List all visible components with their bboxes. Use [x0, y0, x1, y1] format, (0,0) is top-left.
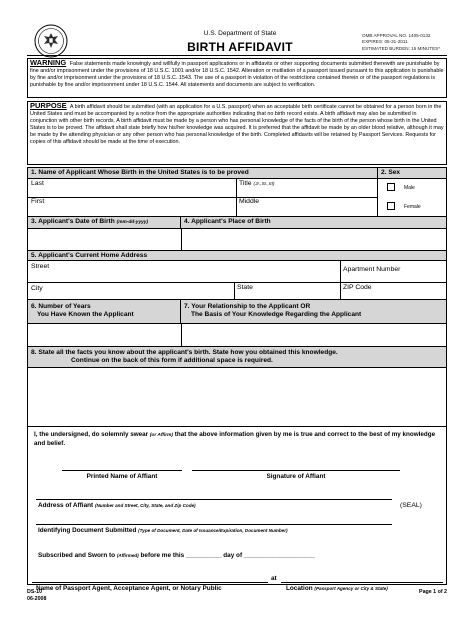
section-8-header: [28, 347, 446, 368]
date-format-hint: (mm-dd-yyyy): [116, 220, 149, 225]
facts-continue-label: Continue on the back of this form if additional space is required.: [71, 357, 273, 364]
location-label: [286, 585, 388, 592]
divider: [236, 179, 237, 217]
form-title: BIRTH AFFIDAVIT: [187, 40, 293, 54]
date-of-birth-label: 3. Applicant's Date of Birth: [31, 218, 115, 225]
header-divider: [27, 55, 447, 56]
section-3-header: [28, 217, 181, 229]
title-hint: (Jr.,Sr.,III): [253, 182, 275, 187]
male-checkbox[interactable]: [387, 183, 395, 191]
divider: [234, 282, 235, 299]
id-document-hint: (Type of Document, Date of Issuance/Expiration, Document Number): [138, 528, 288, 533]
sworn-mid: before me this __________ day of ____________________: [140, 552, 315, 559]
address-line[interactable]: [36, 499, 392, 500]
signature-line[interactable]: [192, 470, 400, 471]
section-2-header: 2. Sex: [377, 168, 446, 179]
omb-line: EXPIRES: 05-31-2011: [362, 39, 408, 45]
warning-box: [27, 58, 447, 98]
state-label: State: [237, 284, 253, 291]
first-name-label: First: [31, 198, 45, 205]
divider: [28, 197, 377, 198]
printed-name-line[interactable]: [62, 470, 182, 471]
sworn-pre: Subscribed and Sworn to: [38, 552, 116, 559]
years-known-field[interactable]: [29, 325, 180, 345]
divider: [28, 426, 446, 427]
oath-affirm: (or Affirm): [149, 433, 174, 438]
female-checkbox[interactable]: [387, 202, 395, 210]
purpose-text: A birth affidavit should be submitted (with an application for a U.S. passport) when an acceptable birth certificate cannot be obtained for a person born in the United States and must be accompanied by a notice from the appropriate authorities indicating that no birth record exists. A birth affidavit may also be submitted in conjunction with other birth records. A birth affidavit must be made by a person who has personal knowledge of the facts of the birth of the person whose birth in the United States is to be proved. The affidavit shall state briefly how his/her knowledge was acquired. It is preferred that the affidavit be made by an older blood relative, although it may be made by the attending physician or any other person who has personal knowledge of the birth. Completed affidavits will be retained by Passport Services. Requests for copies of this affidavit should be made at the time of execution.: [30, 104, 444, 145]
divider: [377, 179, 378, 217]
id-document-label: [38, 527, 288, 534]
form-date: 06-2008: [27, 596, 47, 602]
warning-text: False statements made knowingly and willfully in passport applications or in affidavits or other supporting documents submitted therewith are punishable by fine and/or imprisonment under the provisions of 18 U.S.C. 1001 and/or 18 U.S.C. 1542. Alteration or mutilation of a passport issued pursuant to this application is punishable by fine and/or imprisonment under the provisions of 18 U.S.C. 1543. The use of a passport in violation of the restrictions contained therein or of the passport regulations is punishable by fine and/or imprisonment under 18 U.S.C. 1544. All statements and documents are subject to verification.: [30, 61, 444, 88]
purpose-box: [27, 101, 447, 165]
female-label: Female: [404, 204, 421, 210]
department-name: U.S. Department of State: [203, 30, 277, 37]
oath-statement: [34, 431, 442, 448]
divider: [181, 229, 182, 250]
sworn-affirmed: (Affirmed): [116, 553, 139, 558]
years-known-label: 6. Number of Years: [31, 303, 91, 310]
state-department-seal-icon: [34, 24, 68, 58]
location-line[interactable]: [281, 582, 443, 583]
omb-line: OMB APPROVAL NO. 1405-0132: [362, 33, 431, 38]
page-number: Page 1 of 2: [419, 589, 447, 595]
oath-post: that the above information given by me is true and correct to the best of my knowledge and belief.: [34, 431, 436, 447]
address-text: Address of Affiant: [38, 502, 94, 509]
facts-textarea[interactable]: [29, 369, 445, 425]
section-1-header: 1. Name of Applicant Whose Birth in the United States is to be proved: [28, 168, 377, 179]
seal-label: (SEAL): [400, 502, 422, 509]
address-hint: (Number and Street, City, State, and Zip Code): [94, 503, 196, 508]
divider: [28, 282, 446, 283]
street-label: Street: [31, 263, 50, 270]
sworn-statement: [38, 552, 315, 559]
section-6-header: [28, 300, 181, 324]
section-5-header: 5. Applicant's Current Home Address: [28, 251, 446, 261]
title-text: Title: [239, 180, 252, 187]
city-label: City: [31, 285, 43, 292]
zip-label: ZIP Code: [343, 284, 372, 291]
middle-name-label: Middle: [239, 198, 260, 205]
oath-pre: I, the undersigned, do solemnly swear: [34, 431, 149, 438]
agent-label: Name of Passport Agent, Acceptance Agent, or Notary Public: [36, 585, 222, 592]
signature-label: Signature of Affiant: [266, 473, 326, 480]
printed-name-label: Printed Name of Affiant: [86, 473, 158, 480]
form-code: DS-10: [27, 589, 43, 595]
id-document-line[interactable]: [36, 524, 392, 525]
address-label: [38, 502, 196, 509]
last-name-label: Last: [31, 180, 44, 187]
section-7-header: [181, 300, 446, 324]
title-label: [239, 180, 274, 187]
relationship-label-2: The Basis of Your Knowledge Regarding the Applicant: [191, 311, 362, 318]
place-of-birth-field[interactable]: [183, 230, 445, 249]
divider: [340, 261, 341, 299]
purpose-lead: PURPOSE: [30, 101, 67, 110]
facts-label: 8. State all the facts you know about the applicant's birth. State how you obtained this knowledge.: [31, 349, 338, 356]
id-document-text: Identifying Document Submitted: [38, 527, 137, 534]
form-number: [27, 589, 46, 603]
apartment-label: Apartment Number: [343, 266, 401, 273]
agent-name-line[interactable]: [32, 582, 268, 583]
male-label: Male: [404, 185, 415, 191]
years-known-label-2: You Have Known the Applicant: [37, 311, 134, 318]
date-of-birth-field[interactable]: [29, 230, 180, 249]
relationship-label: 7. Your Relationship to the Applicant OR: [184, 303, 311, 310]
at-label: at: [271, 575, 277, 582]
section-4-header: 4. Applicant's Place of Birth: [181, 217, 446, 229]
relationship-field[interactable]: [183, 325, 445, 345]
divider: [181, 324, 182, 346]
location-hint: (Passport Agency or City & State): [314, 586, 388, 591]
omb-approval-info: [362, 33, 440, 52]
omb-line: ESTIMATED BURDEN: 15 MINUTES*: [362, 45, 441, 51]
location-text: Location: [286, 585, 313, 592]
warning-lead: WARNING: [30, 58, 67, 67]
